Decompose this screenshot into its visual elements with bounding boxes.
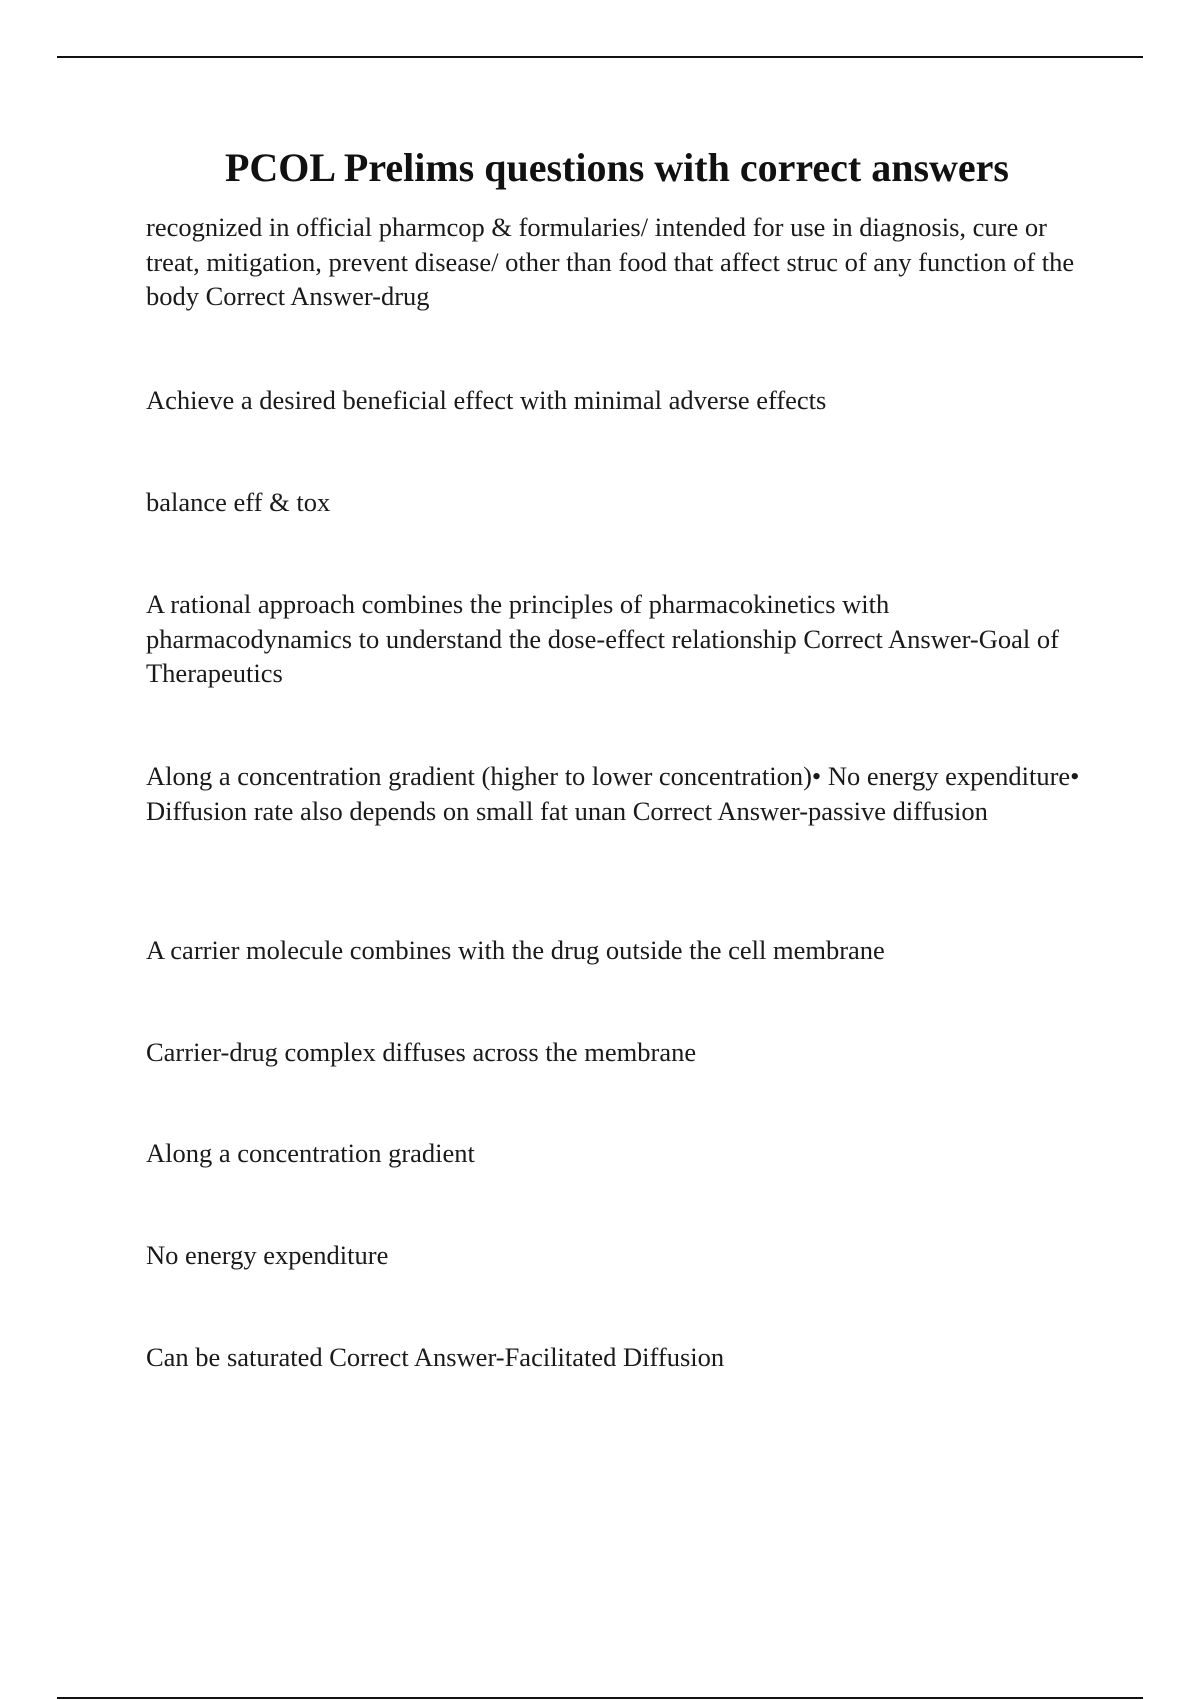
qa-entry: Can be saturated Correct Answer-Facilitated Diffusion [146,1342,725,1372]
qa-entry: recognized in official pharmcop & formularies/ intended for use in diagnosis, cure or treat, mitigation, prevent disease/ other than food that affect struc of any function of the body Correct Answer-drug [146,212,1075,311]
qa-entry: Achieve a desired beneficial effect with minimal adverse effects [146,385,827,415]
qa-entry: balance eff & tox [146,487,331,517]
qa-entry: A carrier molecule combines with the drug outside the cell membrane [146,935,885,965]
footer-divider [57,1697,1143,1699]
qa-entry: Along a concentration gradient [146,1138,475,1168]
qa-entry: A rational approach combines the principles of pharmacokinetics with pharmacodynamics to understand the dose-effect relationship Correct Answer-Goal of Therapeutics [146,589,1059,688]
page-title: PCOL Prelims questions with correct answers [224,145,1009,190]
qa-entry: Carrier-drug complex diffuses across the membrane [146,1037,697,1067]
qa-entry: No energy expenditure [146,1240,389,1270]
qa-entry: Along a concentration gradient (higher to lower concentration)• No energy expenditure• Diffusion rate also depends on small fat unan Correct Answer-passive diffusion [146,761,1080,826]
